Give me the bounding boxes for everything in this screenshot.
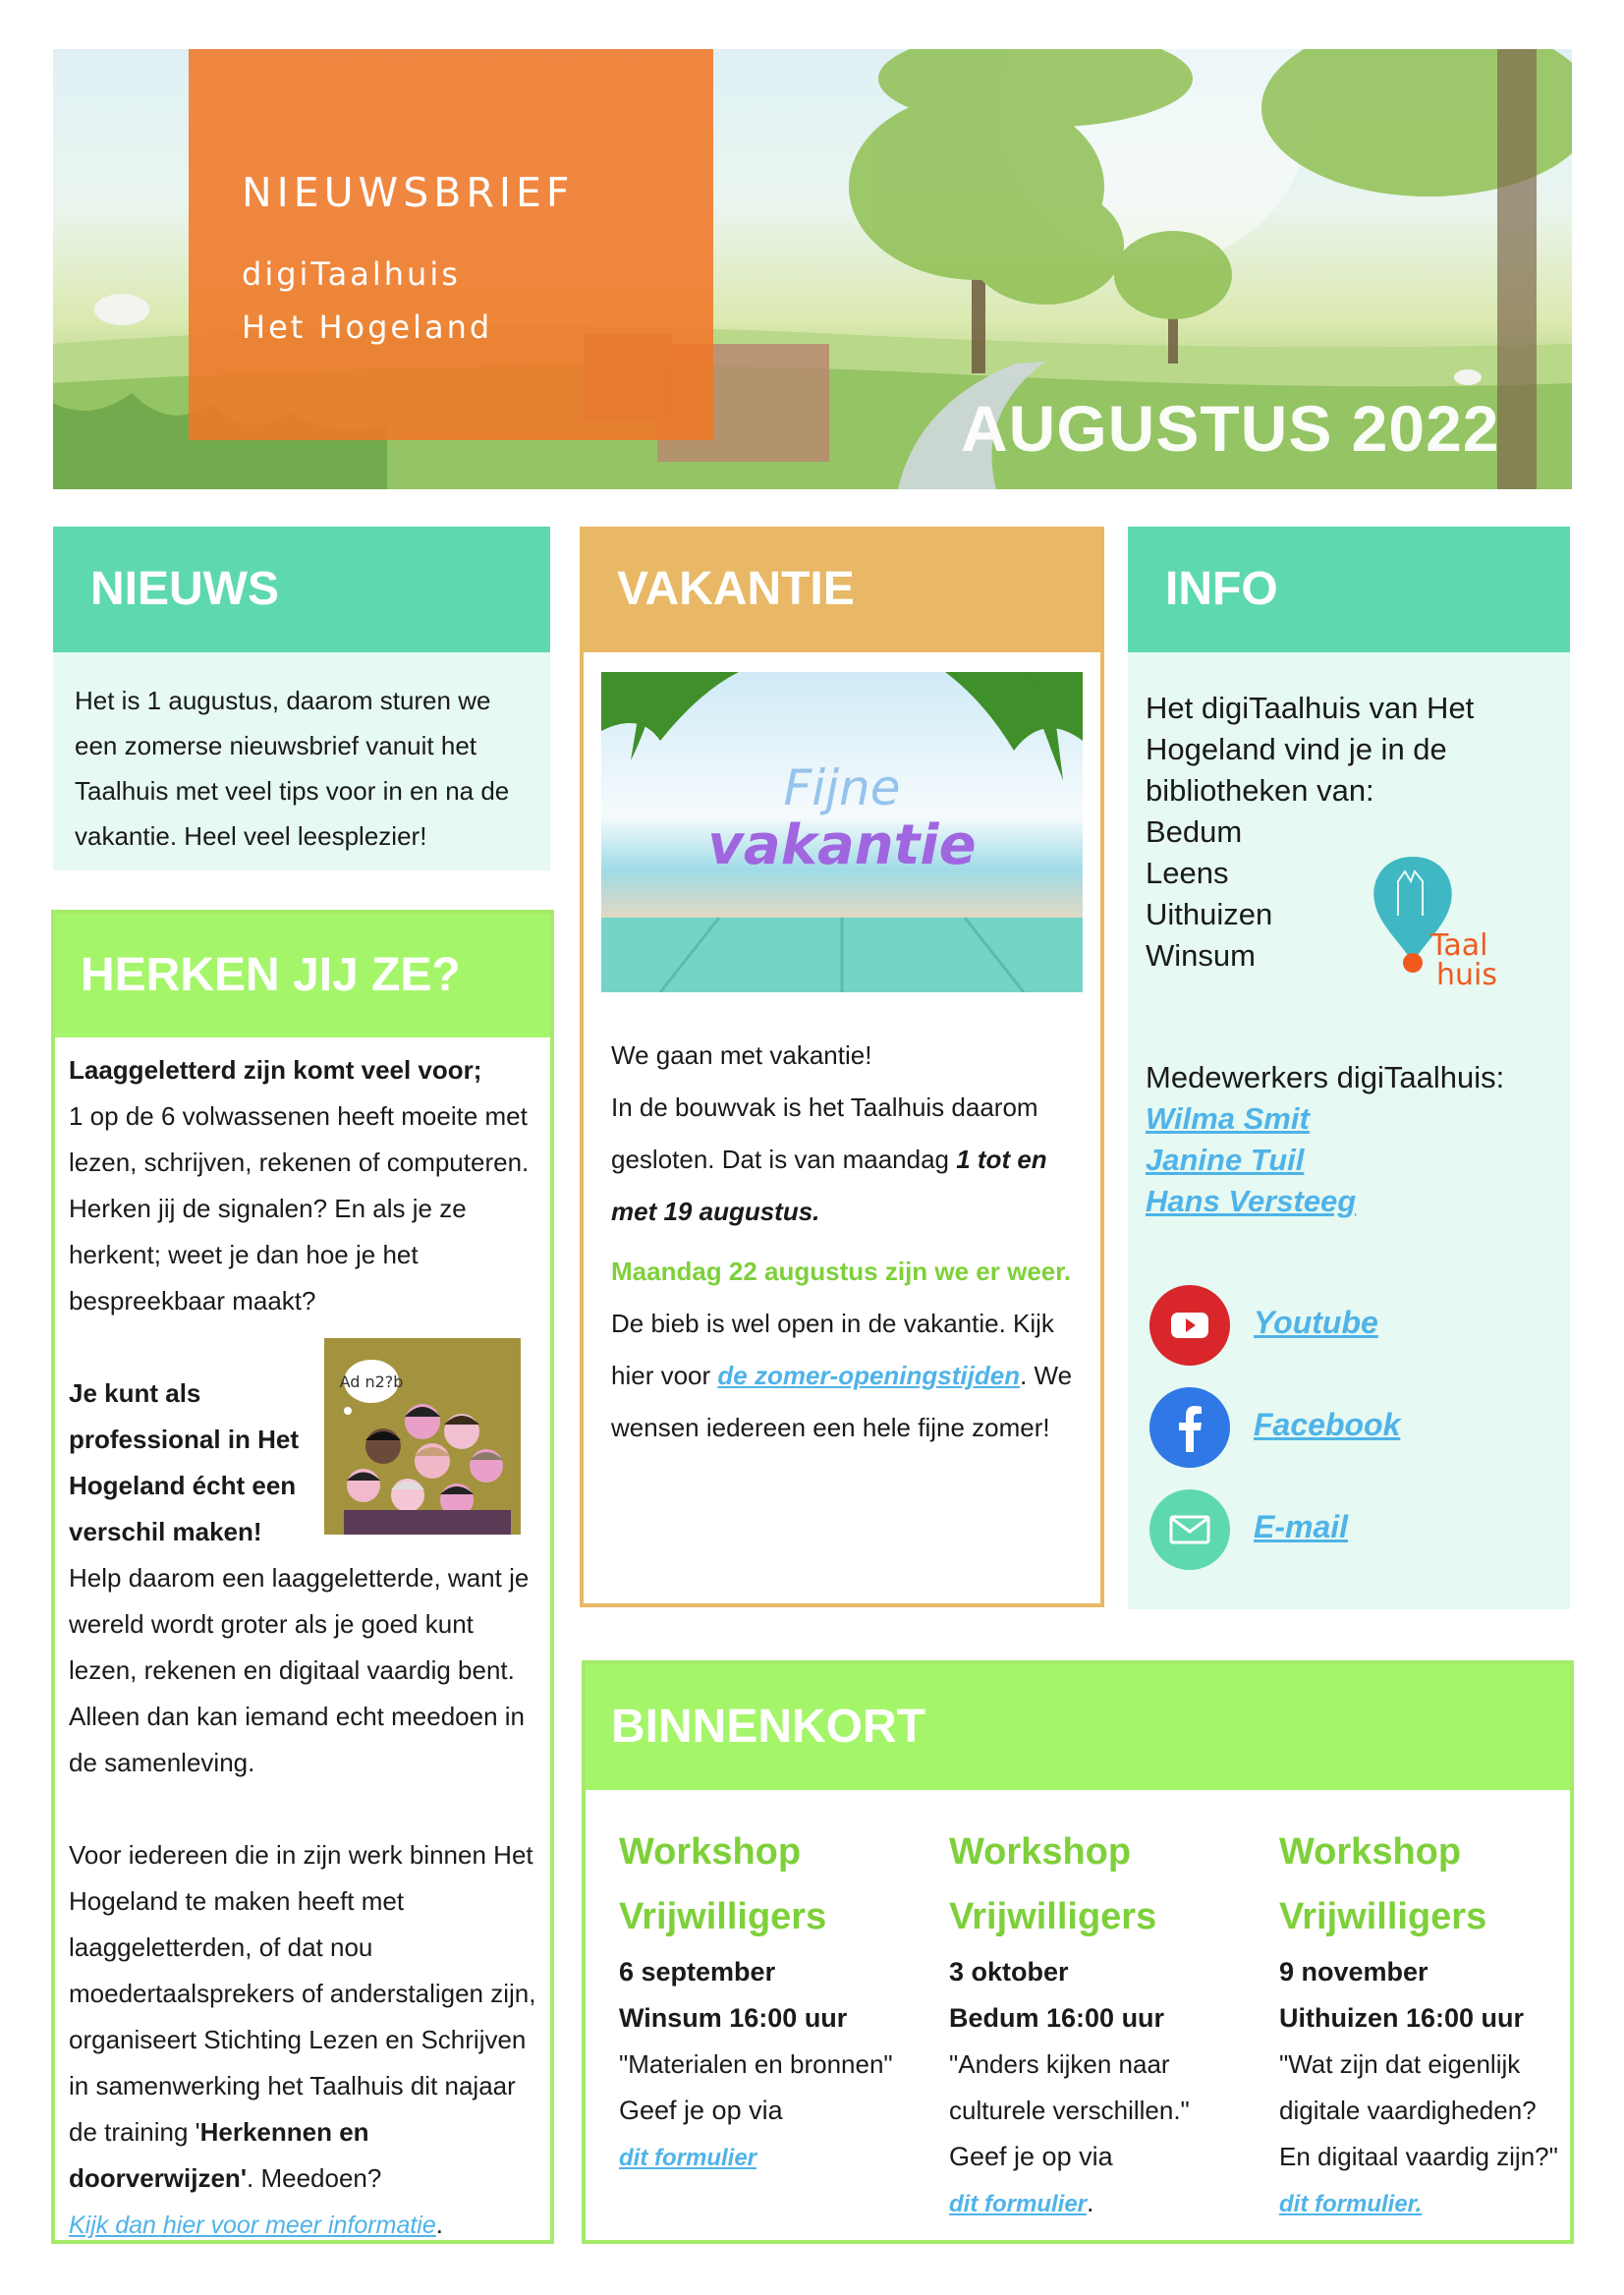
logo-text-taal: Taal bbox=[1430, 928, 1488, 963]
vakantie-p1: We gaan met vakantie! bbox=[611, 1040, 872, 1070]
vakantie-p4-text: De bieb is wel open in de vakantie. Kijk hier voor bbox=[611, 1309, 1054, 1390]
workshop-date: 6 september bbox=[619, 1957, 776, 1987]
youtube-icon[interactable] bbox=[1149, 1285, 1230, 1366]
team-member-link[interactable]: Wilma Smit bbox=[1146, 1101, 1310, 1136]
workshop-card bbox=[949, 1819, 1244, 2227]
email-row[interactable] bbox=[1149, 1489, 1562, 1572]
workshop-topic: "Anders kijken naar culturele verschillen." bbox=[949, 2049, 1190, 2125]
more-info-link[interactable]: Kijk dan hier voor meer informatie bbox=[69, 2211, 436, 2239]
workshop-card bbox=[1279, 1819, 1564, 2227]
workshop-title-line1: Workshop bbox=[1279, 1831, 1462, 1873]
herken-p1: 1 op de 6 volwassenen heeft moeite met lezen, schrijven, rekenen of computeren. Herken jij de signalen? En als je ze herkent; weet je dan hoe je het bespreekbaar maakt? bbox=[69, 1101, 530, 1315]
herken-lead: Laaggeletterd zijn komt veel voor; bbox=[69, 1055, 482, 1085]
issue-date: AUGUSTUS 2022 bbox=[961, 392, 1500, 465]
vakantie-reopen: Maandag 22 augustus zijn we er weer. bbox=[611, 1257, 1072, 1286]
workshop-date: 3 oktober bbox=[949, 1957, 1069, 1987]
vakantie-dates: 1 tot en met 19 augustus. bbox=[611, 1145, 1047, 1226]
workshop-place-time: Bedum 16:00 uur bbox=[949, 2003, 1165, 2033]
nieuws-body bbox=[53, 652, 550, 870]
facebook-link[interactable]: Facebook bbox=[1254, 1407, 1401, 1442]
opening-hours-link[interactable]: de zomer-openingstijden bbox=[717, 1361, 1021, 1390]
info-intro-text: Het digiTaalhuis van Het Hogeland vind je in de bibliotheken van: bbox=[1146, 691, 1475, 808]
image-text-line1: Fijne bbox=[783, 759, 901, 816]
vakantie-heading: VAKANTIE bbox=[580, 527, 1104, 652]
signup-form-link[interactable]: dit formulier bbox=[949, 2191, 1088, 2217]
email-link[interactable]: E-mail bbox=[1254, 1509, 1349, 1544]
herken-link-after: . bbox=[435, 2210, 444, 2239]
workshop-date: 9 november bbox=[1279, 1957, 1428, 1987]
logo-text-huis: huis bbox=[1436, 958, 1497, 992]
herken-p3 bbox=[69, 1832, 546, 2202]
banner-org-line2: Het Hogeland bbox=[242, 308, 493, 346]
beach-illustration bbox=[601, 672, 1083, 992]
mail-icon[interactable] bbox=[1149, 1489, 1230, 1570]
workshop-title-line1: Workshop bbox=[619, 1831, 802, 1873]
workshop-title-line2: Vrijwilligers bbox=[1279, 1896, 1487, 1937]
training-name: Herkennen en doorverwijzen' bbox=[69, 2117, 369, 2193]
binnenkort-heading: BINNENKORT bbox=[586, 1664, 1570, 1790]
signup-form-link[interactable]: dit formulier. bbox=[1279, 2191, 1423, 2217]
header-banner bbox=[53, 49, 1572, 489]
logo-wordmark bbox=[1430, 928, 1497, 992]
team-member-link[interactable]: Janine Tuil bbox=[1146, 1143, 1305, 1177]
facebook-row[interactable] bbox=[1149, 1387, 1562, 1470]
image-text-line2: vakantie bbox=[707, 813, 977, 877]
workshop-topic: "Materialen en bronnen" bbox=[619, 2049, 893, 2079]
vakantie-image bbox=[601, 672, 1083, 992]
herken-p3-end: . Meedoen? bbox=[247, 2163, 382, 2193]
info-heading: INFO bbox=[1128, 527, 1570, 652]
herken-bold: Je kunt als professional in Het Hogeland écht een verschil maken! bbox=[69, 1378, 300, 1546]
vakantie-p4 bbox=[611, 1298, 1083, 1454]
speech-bubble-text: Ad n2?b bbox=[339, 1372, 404, 1391]
location-uithuizen: Uithuizen bbox=[1146, 897, 1273, 931]
team-label: Medewerkers digiTaalhuis: bbox=[1146, 1060, 1505, 1094]
workshop-title-line2: Vrijwilligers bbox=[619, 1896, 827, 1937]
vakantie-p2 bbox=[611, 1082, 1083, 1238]
link-suffix: . bbox=[1087, 2188, 1094, 2217]
workshop-topic: "Wat zijn dat eigenlijk digitale vaardigheden? En digitaal vaardig zijn?" bbox=[1279, 2049, 1558, 2171]
workshop-title-line2: Vrijwilligers bbox=[949, 1896, 1157, 1937]
taalhuis-logo bbox=[1364, 847, 1511, 994]
workshop-signup: Geef je op via bbox=[949, 2142, 1113, 2171]
herken-p2: Help daarom een laaggeletterde, want je wereld wordt groter als je goed kunt lezen, rekenen en digitaal vaardig bent. Alleen dan kan iemand echt meedoen in de samenleving. bbox=[69, 1563, 530, 1777]
location-leens: Leens bbox=[1146, 856, 1229, 890]
vakantie-p2-text: In de bouwvak is het Taalhuis daarom gesloten. Dat is van maandag bbox=[611, 1092, 1038, 1174]
team-member-link[interactable]: Hans Versteeg bbox=[1146, 1184, 1357, 1218]
banner-org-line1: digiTaalhuis bbox=[242, 255, 461, 293]
banner-title-box bbox=[189, 49, 713, 440]
info-panel bbox=[1128, 652, 1570, 1609]
herken-text bbox=[69, 1047, 546, 2249]
location-bedum: Bedum bbox=[1146, 814, 1243, 849]
signup-form-link[interactable]: dit formulier bbox=[619, 2145, 757, 2171]
banner-kicker: NIEUWSBRIEF bbox=[242, 169, 575, 216]
youtube-link[interactable]: Youtube bbox=[1254, 1305, 1378, 1340]
nieuws-text: Het is 1 augustus, daarom sturen we een zomerse nieuwsbrief vanuit het Taalhuis met veel tips voor in en na de vakantie. Heel veel leesplezier! bbox=[75, 686, 510, 851]
workshop-card bbox=[619, 1819, 914, 2181]
facebook-icon[interactable] bbox=[1149, 1387, 1230, 1468]
vakantie-p4-end: . We wensen iedereen een hele fijne zomer! bbox=[611, 1361, 1073, 1442]
workshop-title-line1: Workshop bbox=[949, 1831, 1132, 1873]
workshop-place-time: Winsum 16:00 uur bbox=[619, 2003, 848, 2033]
team-list bbox=[1146, 1098, 1558, 1222]
herken-link-line bbox=[69, 2202, 546, 2249]
vakantie-text bbox=[611, 1030, 1083, 1454]
workshop-signup: Geef je op via bbox=[619, 2096, 783, 2125]
nieuws-heading: NIEUWS bbox=[53, 527, 550, 652]
location-winsum: Winsum bbox=[1146, 938, 1256, 973]
workshop-place-time: Uithuizen 16:00 uur bbox=[1279, 2003, 1525, 2033]
herken-heading: HERKEN JIJ ZE? bbox=[55, 914, 550, 1037]
herken-p3-text: Voor iedereen die in zijn werk binnen Het Hogeland te maken heeft met laaggeletterden, of dat nou moedertaalsprekers of anderstaligen zijn, organiseert Stichting Lezen en Schrijven in samenwerking het Taalhuis dit najaar de training ' bbox=[69, 1840, 536, 2147]
youtube-row[interactable] bbox=[1149, 1285, 1562, 1368]
